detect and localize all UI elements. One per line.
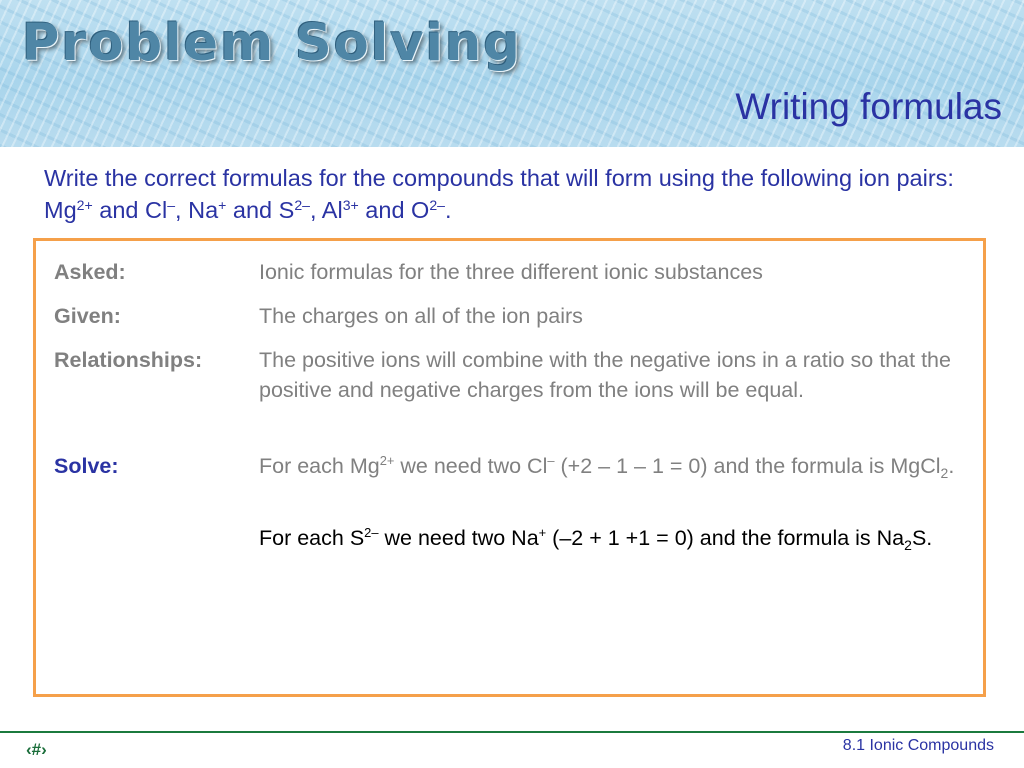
solution-box <box>33 238 986 697</box>
solve-step-1: For each $Mg^{2+}$ we need two Cl– (+2 – 1 – 1 = 0) and the formula is MgCl$_2$. <box>259 453 955 481</box>
footer-divider <box>0 731 1024 733</box>
slide-subtitle: Writing formulas <box>735 86 1002 127</box>
problem-statement: Write the correct formulas for the compounds that will form using the following ion pairs: $Mg^{2+}$ and Cl–, Na+ and $S^{2-}$, $Al^{3+}$ and $O^{2-}$. <box>44 165 954 223</box>
relationships-text: The positive ions will combine with the negative ions in a ratio so that the positive and negative charges from the ions will be equal. <box>259 348 951 402</box>
banner-title: Problem Solving <box>22 14 522 73</box>
given-label: Given: <box>54 304 121 328</box>
page-number: ‹#› <box>26 740 47 759</box>
solve-label: Solve: <box>54 454 119 478</box>
solve-step-2: For each $S^{2-}$ we need two Na+ (–2 + 1 +1 = 0) and the formula is $Na_2S$. <box>259 525 933 553</box>
given-text: The charges on all of the ion pairs <box>259 304 583 328</box>
footer-section-label: 8.1 Ionic Compounds <box>842 737 994 754</box>
asked-label: Asked: <box>54 260 126 284</box>
asked-text: Ionic formulas for the three different ionic substances <box>259 260 763 284</box>
relationships-label: Relationships: <box>54 348 203 372</box>
title-banner <box>0 0 1024 147</box>
